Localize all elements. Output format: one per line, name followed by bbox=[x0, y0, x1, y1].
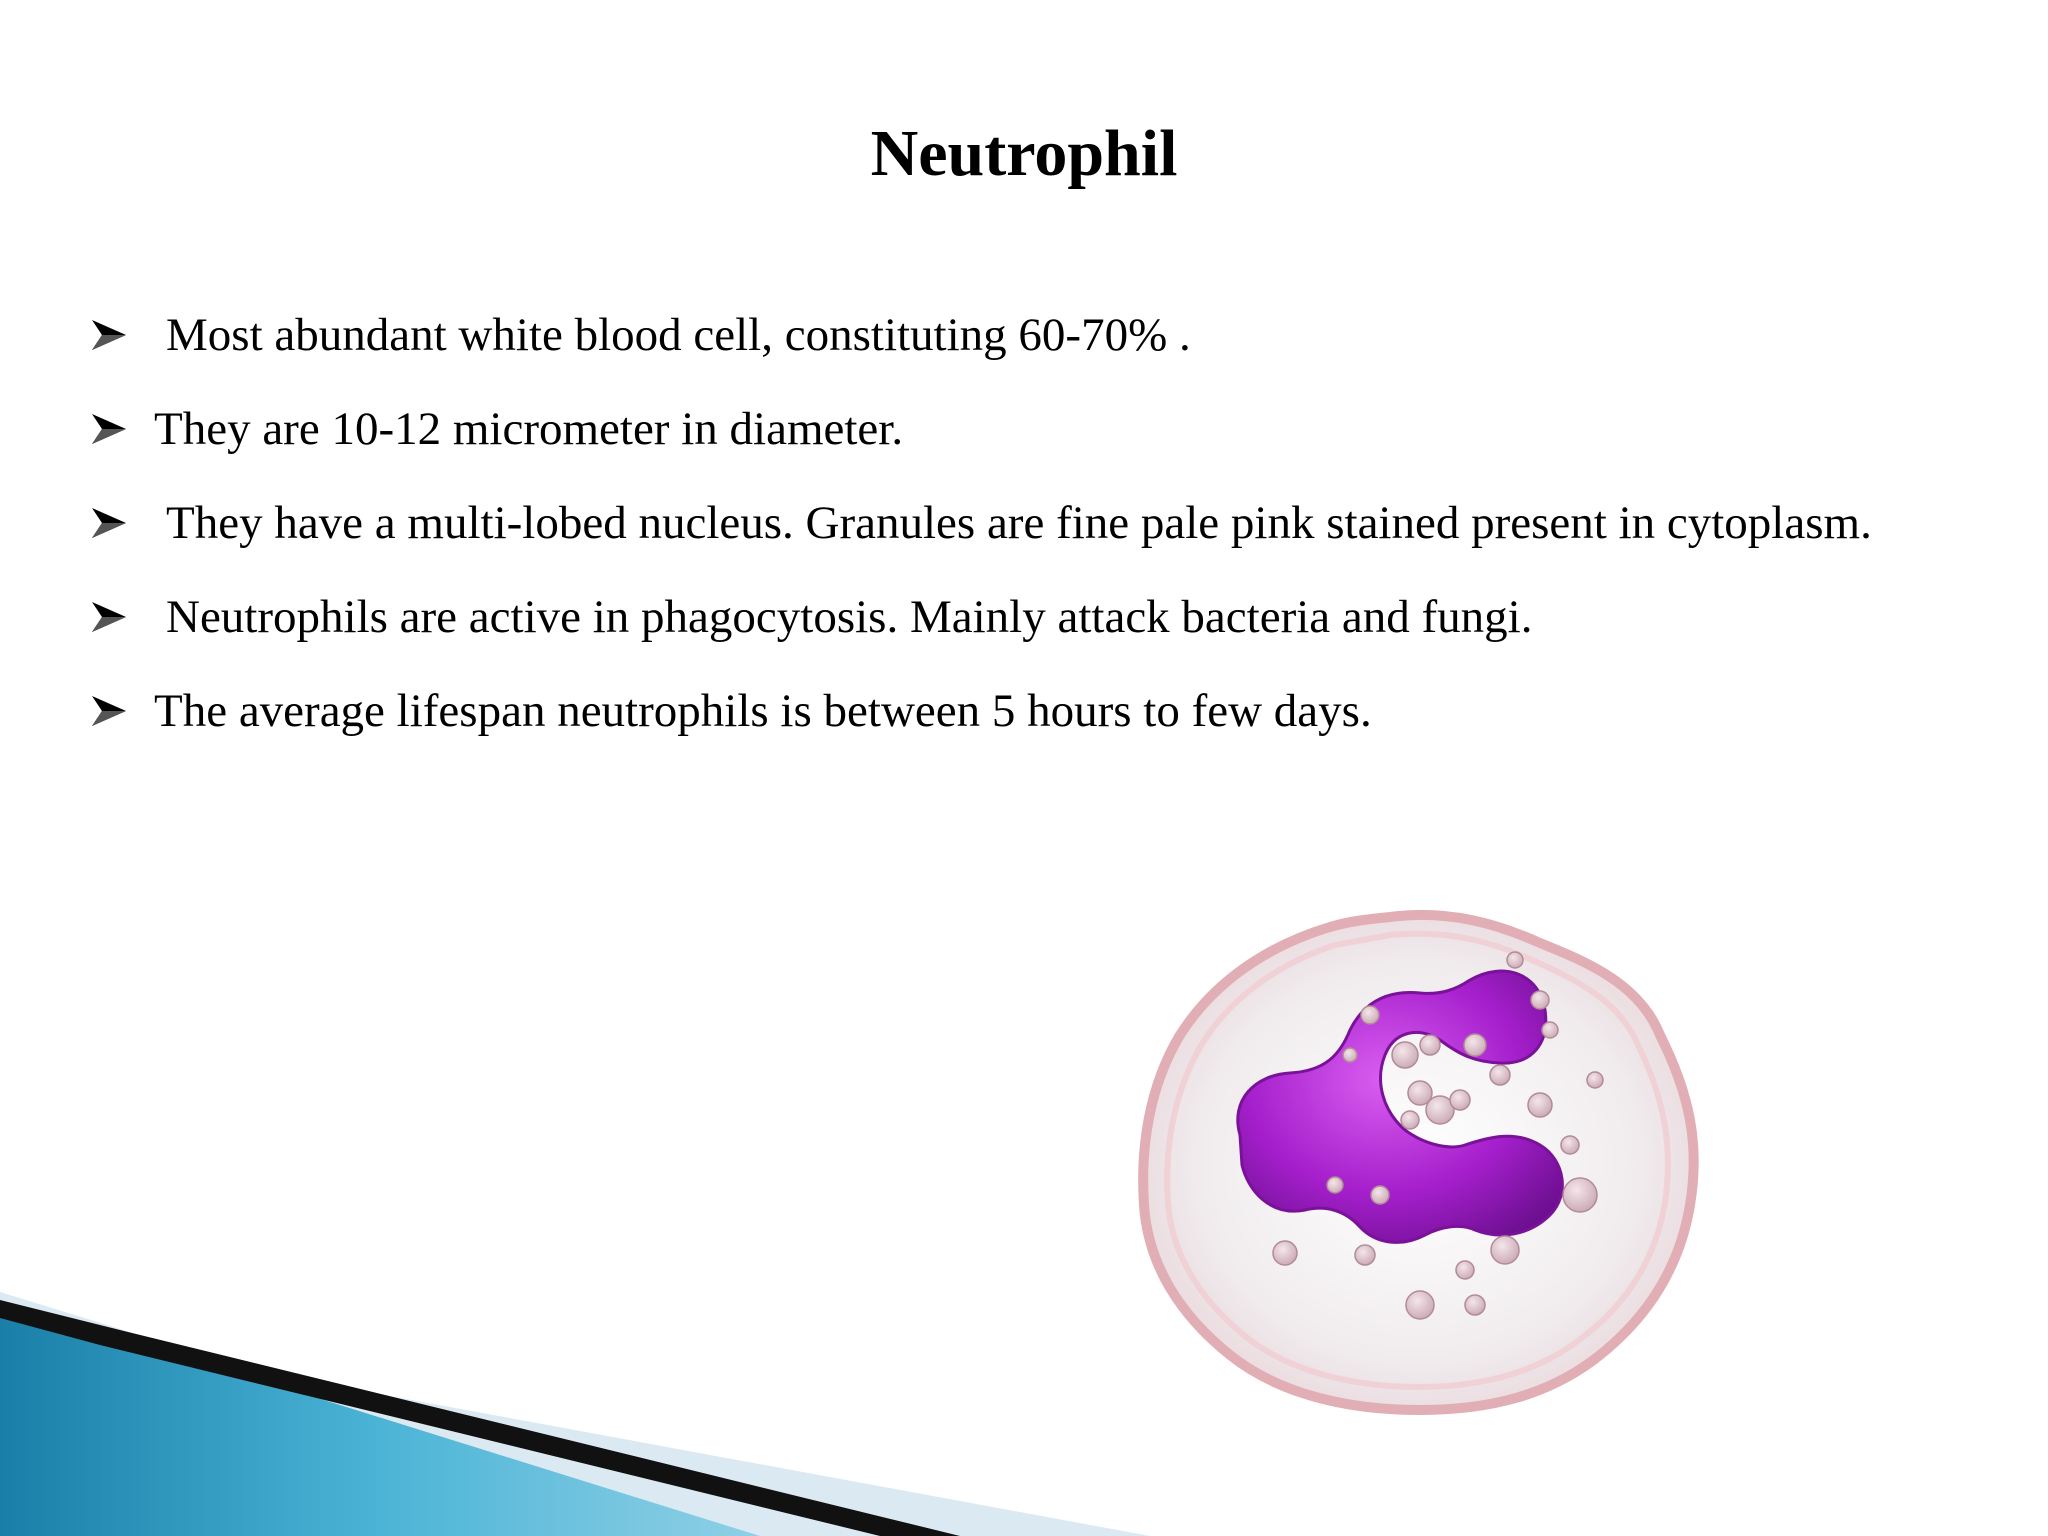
arrowhead-bullet-icon bbox=[92, 476, 132, 570]
bullet-item bbox=[92, 570, 1992, 664]
bullet-item bbox=[92, 382, 1992, 476]
neutrophil-cell-illustration bbox=[1120, 905, 1740, 1425]
slide-title: Neutrophil bbox=[870, 117, 1178, 190]
bullet-text: They are 10-12 micrometer in diameter. bbox=[154, 403, 904, 455]
bullet-text: The average lifespan neutrophils is between 5 hours to few days. bbox=[154, 685, 1372, 737]
bullet-item bbox=[92, 288, 1992, 382]
bullet-text: Most abundant white blood cell, constituting 60-70% . bbox=[166, 309, 1191, 361]
arrowhead-bullet-icon bbox=[92, 382, 132, 476]
arrowhead-bullet-icon bbox=[92, 664, 132, 758]
bullet-text: They have a multi-lobed nucleus. Granules are fine pale pink stained present in cytoplasm. bbox=[166, 497, 1872, 549]
bullet-list bbox=[92, 288, 1992, 758]
bullet-text: Neutrophils are active in phagocytosis. Mainly attack bacteria and fungi. bbox=[166, 591, 1533, 643]
arrowhead-bullet-icon bbox=[92, 570, 132, 664]
arrowhead-bullet-icon bbox=[92, 288, 132, 382]
bullet-item bbox=[92, 476, 1992, 570]
bullet-item bbox=[92, 664, 1992, 758]
